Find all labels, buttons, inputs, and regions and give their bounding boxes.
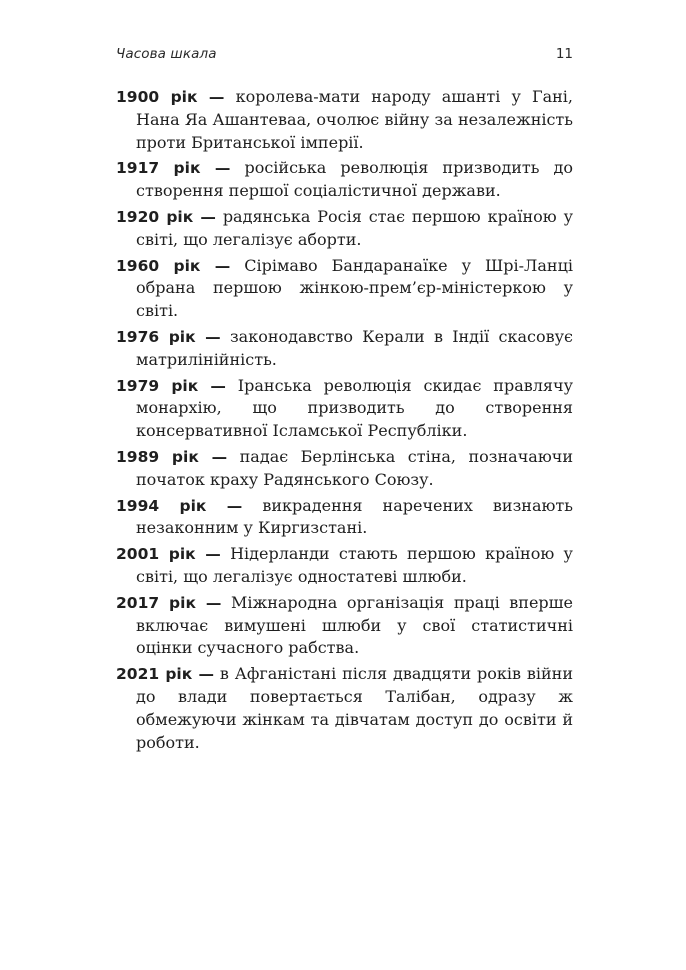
timeline-text: королева-мати народу ашанті у Гані, Нана Яа Ашантеваа, очолює війну за незалежність проти Британської імперії.	[136, 87, 573, 152]
timeline-entry-1989	[116, 446, 573, 492]
timeline-text: Нідерланди стають першою країною у світі, що легалізує одностатеві шлюби.	[136, 544, 573, 586]
timeline-year: 1960 рік —	[116, 256, 231, 275]
timeline-year: 1994 рік —	[116, 496, 243, 515]
timeline-year: 2021 рік —	[116, 665, 214, 684]
timeline-text: російська революція призводить до створення першої соціалістичної держави.	[136, 158, 573, 201]
timeline-list	[116, 86, 573, 757]
page-number: 11	[555, 46, 573, 62]
timeline-year: 1917 рік —	[116, 159, 231, 178]
timeline-text: Іранська революція скидає правлячу монархію, що призводить до створення консервативної Ісламської Республіки.	[136, 375, 573, 441]
timeline-text: в Афганістані після двадцяти років війни до влади повертається Талібан, одразу ж обмежуючи жінкам та дівчатам доступ до освіти й роботи.	[136, 664, 573, 752]
timeline-text: падає Берлінська стіна, позначаючи початок краху Радянського Союзу.	[136, 446, 573, 489]
timeline-entry-1900	[116, 86, 573, 154]
timeline-year: 1920 рік —	[116, 207, 216, 226]
timeline-year: 1979 рік —	[116, 376, 226, 395]
timeline-entry-2001	[116, 543, 573, 589]
timeline-entry-1976	[116, 326, 573, 372]
timeline-entry-1960	[116, 255, 573, 323]
timeline-year: 1989 рік —	[116, 447, 228, 466]
timeline-year: 1900 рік —	[116, 88, 225, 106]
timeline-text: Міжнародна організація праці вперше включає вимушені шлюби у свої статистичні оцінки сучасного рабства.	[136, 592, 573, 658]
timeline-year: 1976 рік —	[116, 327, 221, 346]
timeline-text: радянська Росія стає першою країною у світі, що легалізує аборти.	[136, 206, 573, 249]
timeline-year: 2001 рік —	[116, 545, 221, 564]
timeline-entry-1994	[116, 495, 573, 541]
timeline-entry-1920	[116, 206, 573, 252]
timeline-entry-2021	[116, 663, 573, 754]
timeline-entry-1917	[116, 157, 573, 203]
running-head-title: Часова шкала	[116, 46, 217, 62]
timeline-year: 2017 рік —	[116, 593, 222, 612]
timeline-text: законодавство Керали в Індії скасовує матрилінійність.	[136, 326, 573, 369]
timeline-entry-1979	[116, 375, 573, 443]
timeline-text: викрадення наречених визнають незаконним у Киргизстані.	[136, 495, 573, 538]
timeline-text: Сірімаво Бандаранаїке у Шрі-Ланці обрана першою жінкою-прем’єр-міністеркою у світі.	[136, 255, 573, 321]
timeline-entry-2017	[116, 592, 573, 660]
